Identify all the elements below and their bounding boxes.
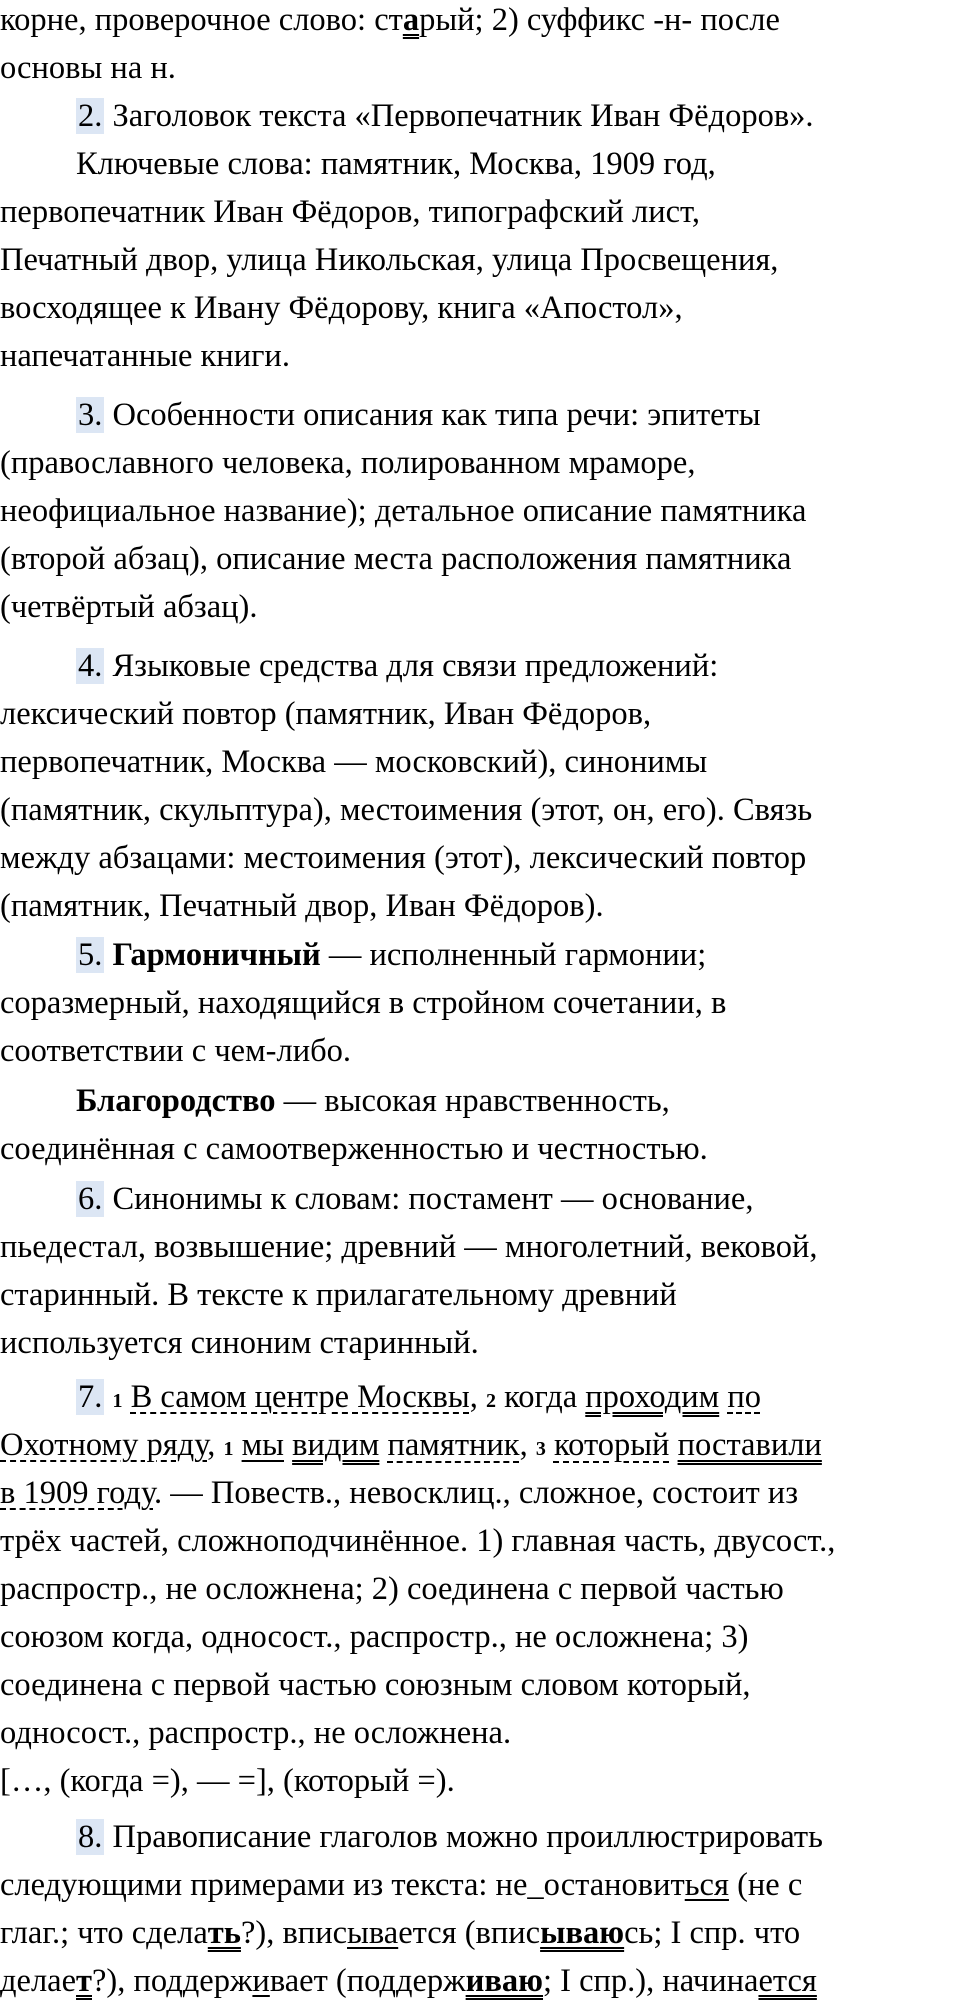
part-number: 1 xyxy=(112,1390,123,1412)
text-line: распростр., не осложнена; 2) соединена с первой частью xyxy=(0,1571,784,1607)
text-line: Охотному ряду, 1 мы видим памятник, 3 который поставили xyxy=(0,1427,822,1463)
text-line: (памятник, скульптура), местоимения (этот, он, его). Связь xyxy=(0,792,813,828)
part-number: 2 xyxy=(485,1390,496,1412)
text-line: лексический повтор (памятник, Иван Фёдоров, xyxy=(0,696,652,732)
adverbial: в 1909 году xyxy=(0,1475,154,1511)
text-line: в 1909 году. — Повеств., невосклиц., сложное, состоит из xyxy=(0,1475,799,1511)
text-line: (памятник, Печатный двор, Иван Фёдоров). xyxy=(0,888,604,924)
item-number: 2. xyxy=(78,98,103,134)
text-line: соответствии с чем-либо. xyxy=(0,1033,351,1069)
item-number: 6. xyxy=(78,1181,103,1217)
text-line: соединена с первой частью союзным словом который, xyxy=(0,1667,751,1703)
text-line: соединённая с самоотверженностью и честностью. xyxy=(0,1131,708,1167)
text-line: следующими примерами из текста: не_остановиться (не с xyxy=(0,1867,803,1903)
adverbial: Охотному ряду xyxy=(0,1427,208,1463)
item-number: 5. xyxy=(78,937,103,973)
scheme-line: […, (когда =), — =], (который =). xyxy=(0,1763,455,1799)
text-line: Ключевые слова: памятник, Москва, 1909 год, xyxy=(76,146,716,182)
predicate: поставили xyxy=(677,1427,822,1463)
text-line: (православного человека, полированном мраморе, xyxy=(0,445,696,481)
item-2: 2. Заголовок текста «Первопечатник Иван Фёдоров». xyxy=(78,98,814,134)
part-number: 1 xyxy=(223,1438,234,1460)
item-4: 4. Языковые средства для связи предложений: xyxy=(78,648,719,684)
text-line: делает?), поддерживает (поддерживаю; I спр.), начинается xyxy=(0,1963,817,1999)
item-8: 8. Правописание глаголов можно проиллюстрировать xyxy=(78,1819,823,1855)
text-line: глаг.; что сделать?), вписывается (вписываюсь; I спр. что xyxy=(0,1915,801,1951)
text-line: корне, проверочное слово: старый; 2) суффикс -н- после xyxy=(0,2,780,38)
text-line: соразмерный, находящийся в стройном сочетании, в xyxy=(0,985,727,1021)
part-number: 3 xyxy=(535,1438,546,1460)
text-line: (четвёртый абзац). xyxy=(0,589,258,625)
text-line: неофициальное название); детальное описание памятника xyxy=(0,493,807,529)
item-number: 4. xyxy=(78,648,103,684)
text-line: Печатный двор, улица Никольская, улица Просвещения, xyxy=(0,242,779,278)
item-number: 3. xyxy=(78,397,103,433)
text-line: восходящее к Ивану Фёдорову, книга «Апостол», xyxy=(0,290,683,326)
text-line: основы на н. xyxy=(0,50,176,86)
item-number: 8. xyxy=(78,1819,103,1855)
text-line: пьедестал, возвышение; древний — многолетний, вековой, xyxy=(0,1229,818,1265)
object: памятник xyxy=(387,1427,520,1463)
text-line: старинный. В тексте к прилагательному древний xyxy=(0,1277,677,1313)
text-line: союзом когда, односост., распростр., не осложнена; 3) xyxy=(0,1619,749,1655)
item-number: 7. xyxy=(78,1379,103,1415)
text-line: используется синоним старинный. xyxy=(0,1325,479,1361)
term: Гармоничный xyxy=(112,937,321,973)
text-line: между абзацами: местоимения (этот), лексический повтор xyxy=(0,840,807,876)
predicate: видим xyxy=(292,1427,380,1463)
adverbial: по xyxy=(727,1379,761,1415)
item-5: 5. Гармоничный — исполненный гармонии; xyxy=(78,937,707,973)
subject: мы xyxy=(241,1427,284,1463)
text-line: первопечатник Иван Фёдоров, типографский лист, xyxy=(0,194,700,230)
adverbial: В самом центре Москвы xyxy=(130,1379,470,1415)
object: который xyxy=(553,1427,670,1463)
term: Благородство xyxy=(76,1083,276,1119)
text-line: трёх частей, сложноподчинённое. 1) главная часть, двусост., xyxy=(0,1523,836,1559)
text-line: напечатанные книги. xyxy=(0,338,290,374)
predicate: проходим xyxy=(585,1379,720,1415)
text-line: (второй абзац), описание места расположения памятника xyxy=(0,541,792,577)
item-6: 6. Синонимы к словам: постамент — основание, xyxy=(78,1181,754,1217)
text-line: первопечатник, Москва — московский), синонимы xyxy=(0,744,708,780)
definition: Благородство — высокая нравственность, xyxy=(76,1083,670,1119)
item-7: 7. 1 В самом центре Москвы, 2 когда проходим по xyxy=(78,1379,761,1415)
text-line: односост., распростр., не осложнена. xyxy=(0,1715,512,1751)
item-3: 3. Особенности описания как типа речи: эпитеты xyxy=(78,397,761,433)
